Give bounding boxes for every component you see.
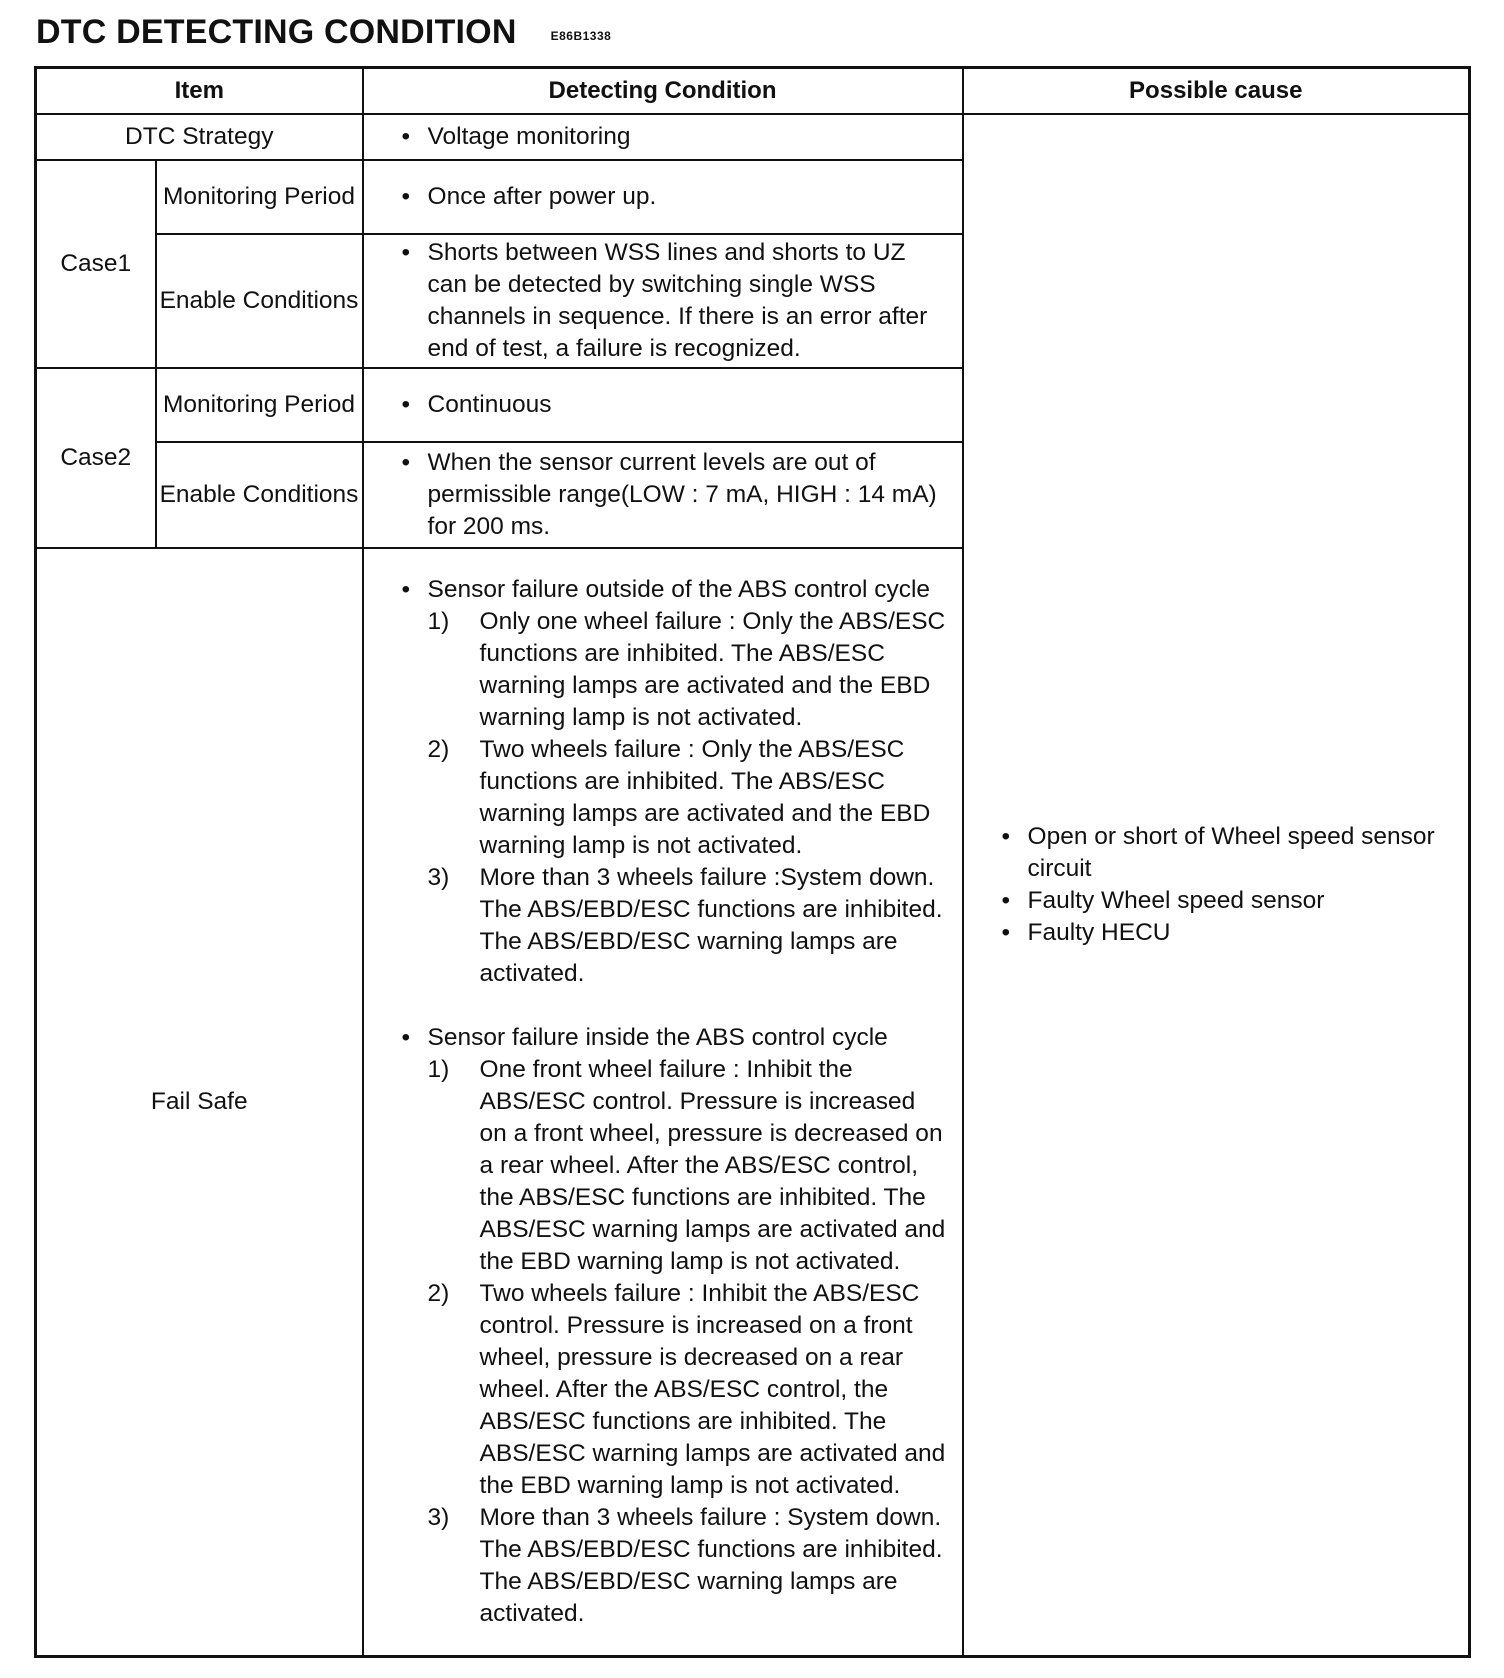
list-item bbox=[402, 1054, 948, 1278]
dtc-condition-table bbox=[34, 66, 1471, 1658]
spacer bbox=[402, 990, 948, 1022]
case2-monitoring-label: Monitoring Period bbox=[156, 368, 363, 442]
case2-enable-label: Enable Conditions bbox=[156, 442, 363, 548]
outside-cycle-heading: • Sensor failure outside of the ABS control cycle bbox=[402, 574, 948, 606]
fail-safe-cell bbox=[363, 548, 963, 1657]
table-header-row bbox=[36, 68, 1470, 114]
list-number: 3) bbox=[427, 863, 450, 891]
list-number: 1) bbox=[427, 1055, 450, 1083]
page-title: DTC DETECTING CONDITION bbox=[36, 12, 517, 51]
list-item bbox=[402, 1278, 948, 1502]
list-text: One front wheel failure : Inhibit the ABS/ESC control. Pressure is increased on a front wheel, pressure is decreased on a rear wheel. After the ABS/ESC control, the ABS/ESC functions are inhibited. The ABS/ESC warning lamps are activated and the EBD warning lamp is not activated. bbox=[479, 1055, 946, 1275]
header-detecting-condition: Detecting Condition bbox=[363, 68, 963, 114]
list-item bbox=[402, 606, 948, 734]
case2-enable-cell bbox=[363, 442, 963, 548]
cause-item: • Faulty Wheel speed sensor bbox=[1002, 885, 1459, 917]
cause-item: • Faulty HECU bbox=[1002, 917, 1459, 949]
strategy-value-cell bbox=[363, 114, 963, 160]
case2-monitoring-cell bbox=[363, 368, 963, 442]
case1-monitoring-value: • Once after power up. bbox=[402, 181, 948, 213]
list-number: 3) bbox=[427, 1503, 450, 1531]
list-item bbox=[402, 862, 948, 990]
header-possible-cause: Possible cause bbox=[963, 68, 1470, 114]
case2-label: Case2 bbox=[36, 368, 156, 548]
case2-enable-value: • When the sensor current levels are out of permissible range(LOW : 7 mA, HIGH : 14 mA) for 200 ms. bbox=[402, 447, 948, 543]
list-text: Only one wheel failure : Only the ABS/ESC functions are inhibited. The ABS/ESC warning lamps are activated and the EBD warning lamp is not activated. bbox=[479, 607, 946, 731]
strategy-value: • Voltage monitoring bbox=[402, 121, 948, 153]
list-number: 2) bbox=[427, 1279, 450, 1307]
case2-monitoring-value: • Continuous bbox=[402, 389, 948, 421]
list-number: 2) bbox=[427, 735, 450, 763]
list-text: Two wheels failure : Only the ABS/ESC functions are inhibited. The ABS/ESC warning lamps are activated and the EBD warning lamp is not activated. bbox=[479, 735, 931, 859]
table-row-strategy bbox=[36, 114, 1470, 160]
list-text: More than 3 wheels failure :System down. The ABS/EBD/ESC functions are inhibited. The ABS/EBD/ESC warning lamps are activated. bbox=[479, 863, 943, 987]
cause-item: • Open or short of Wheel speed sensor circuit bbox=[1002, 821, 1459, 885]
case1-monitoring-cell bbox=[363, 160, 963, 234]
case1-enable-value: • Shorts between WSS lines and shorts to UZ can be detected by switching single WSS channels in sequence. If there is an error after end of test, a failure is recognized. bbox=[402, 237, 948, 365]
case1-monitoring-label: Monitoring Period bbox=[156, 160, 363, 234]
case1-label: Case1 bbox=[36, 160, 156, 368]
page-header bbox=[36, 6, 611, 58]
list-item bbox=[402, 1502, 948, 1630]
case1-enable-cell bbox=[363, 234, 963, 368]
list-text: More than 3 wheels failure : System down. The ABS/EBD/ESC functions are inhibited. The ABS/EBD/ESC warning lamps are activated. bbox=[479, 1503, 943, 1627]
fail-safe-label: Fail Safe bbox=[36, 548, 363, 1657]
list-text: Two wheels failure : Inhibit the ABS/ESC control. Pressure is increased on a front wheel, pressure is decreased on a rear wheel. After the ABS/ESC control, the ABS/ESC functions are inhibited. The ABS/ESC warning lamps are activated and the EBD warning lamp is not activated. bbox=[479, 1279, 946, 1499]
inside-cycle-heading: • Sensor failure inside the ABS control cycle bbox=[402, 1022, 948, 1054]
possible-cause-cell bbox=[963, 114, 1470, 1657]
document-code: E86B1338 bbox=[550, 29, 612, 43]
case1-enable-label: Enable Conditions bbox=[156, 234, 363, 368]
list-number: 1) bbox=[427, 607, 450, 635]
header-item: Item bbox=[36, 68, 363, 114]
strategy-label: DTC Strategy bbox=[36, 114, 363, 160]
list-item bbox=[402, 734, 948, 862]
